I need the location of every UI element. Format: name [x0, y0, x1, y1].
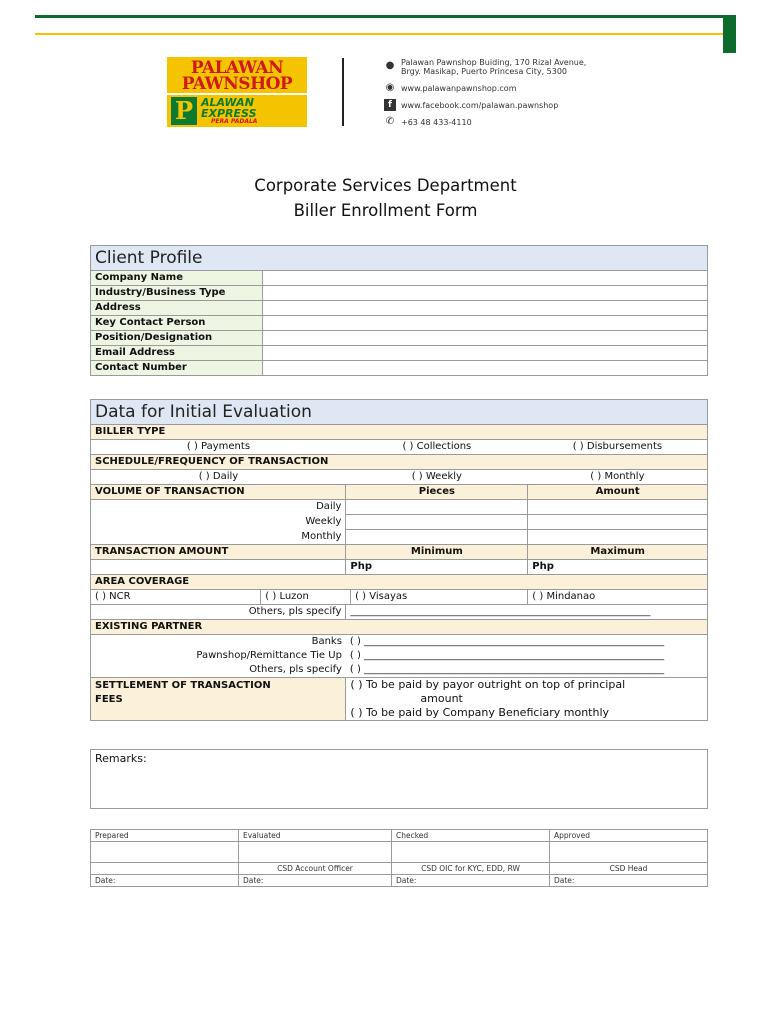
evaluated-signature[interactable] [239, 842, 392, 863]
partner-label: Banks [91, 635, 346, 650]
signoff-header: Prepared [91, 830, 239, 842]
evaluated-date-field[interactable]: Date: [239, 875, 392, 887]
checked-date-field[interactable]: Date: [392, 875, 550, 887]
field-label: Contact Number [91, 361, 263, 376]
signoff-header: Approved [550, 830, 708, 842]
settlement-payor-option[interactable]: ( ) To be paid by payor outright on top of principal [346, 678, 708, 693]
checked-signature[interactable] [392, 842, 550, 863]
settlement-label-line2: FEES [95, 694, 123, 705]
client-profile-heading: Client Profile [91, 246, 708, 271]
email-field[interactable] [263, 346, 708, 361]
weekly-amount-field[interactable] [528, 515, 708, 530]
pawnshop-logo [167, 57, 307, 93]
signoff-role: CSD Account Officer [239, 863, 392, 875]
field-label: Company Name [91, 271, 263, 286]
existing-partner-label: EXISTING PARTNER [91, 620, 708, 635]
area-luzon-option[interactable]: ( ) Luzon [261, 590, 351, 605]
signoff-role [91, 863, 239, 875]
area-visayas-option[interactable]: ( ) Visayas [351, 590, 528, 605]
biller-type-label: BILLER TYPE [91, 425, 708, 440]
field-label: Industry/Business Type [91, 286, 263, 301]
transaction-amount-label: TRANSACTION AMOUNT [91, 545, 346, 560]
approved-date-field[interactable]: Date: [550, 875, 708, 887]
express-logo [167, 95, 307, 127]
partner-label: Others, pls specify [91, 663, 346, 678]
monthly-amount-field[interactable] [528, 530, 708, 545]
header-band-inner [35, 15, 723, 33]
facebook-text: www.facebook.com/palawan.pawnshop [401, 101, 559, 110]
express-line2: EXPRESS [201, 107, 257, 120]
phone-text: +63 48 433-4110 [401, 118, 472, 127]
logo-line2: PAWNSHOP [181, 74, 293, 94]
form-title: Biller Enrollment Form [293, 201, 478, 220]
volume-row-label: Monthly [91, 530, 346, 545]
maximum-amount-field[interactable]: Php [528, 560, 708, 575]
palawan-logo [167, 57, 307, 127]
remarks-table [90, 749, 708, 809]
minimum-header: Minimum [346, 545, 528, 560]
volume-pieces-header: Pieces [346, 485, 528, 500]
field-label: Email Address [91, 346, 263, 361]
area-others-field[interactable]: ____________________________________________________________ [346, 605, 708, 620]
area-others-label: Others, pls specify [91, 605, 346, 620]
field-label: Key Contact Person [91, 316, 263, 331]
signoff-table [90, 829, 708, 887]
partner-banks-field[interactable]: ( ) ____________________________________________________________ [346, 635, 708, 650]
logo-line1: PALAWAN [190, 58, 284, 78]
maximum-header: Maximum [528, 545, 708, 560]
volume-row-label: Weekly [91, 515, 346, 530]
field-label: Position/Designation [91, 331, 263, 346]
company-name-field[interactable] [263, 271, 708, 286]
amount-spacer [91, 560, 346, 575]
volume-label: VOLUME OF TRANSACTION [91, 485, 346, 500]
approved-signature[interactable] [550, 842, 708, 863]
header-divider [342, 58, 344, 126]
settlement-payor-option-cont: amount [346, 692, 708, 706]
biller-payments-option[interactable]: ( ) Payments [91, 440, 346, 455]
department-title: Corporate Services Department [254, 176, 517, 195]
key-contact-field[interactable] [263, 316, 708, 331]
contact-number-field[interactable] [263, 361, 708, 376]
phone-icon: ✆ [385, 116, 395, 127]
minimum-amount-field[interactable]: Php [346, 560, 528, 575]
header-accent-line [35, 33, 723, 35]
prepared-signature[interactable] [91, 842, 239, 863]
volume-amount-header: Amount [528, 485, 708, 500]
express-line1: ALAWAN [201, 96, 254, 109]
schedule-weekly-option[interactable]: ( ) Weekly [346, 470, 528, 485]
daily-amount-field[interactable] [528, 500, 708, 515]
schedule-monthly-option[interactable]: ( ) Monthly [528, 470, 708, 485]
map-pin-icon: ● [385, 60, 395, 71]
monthly-pieces-field[interactable] [346, 530, 528, 545]
client-profile-table [90, 245, 708, 376]
facebook-icon: f [384, 99, 396, 111]
form-page [35, 15, 736, 1010]
remarks-field[interactable] [91, 750, 708, 809]
volume-row-label: Daily [91, 500, 346, 515]
address-field[interactable] [263, 301, 708, 316]
biller-collections-option[interactable]: ( ) Collections [346, 440, 528, 455]
settlement-beneficiary-option[interactable]: ( ) To be paid by Company Beneficiary monthly [346, 706, 708, 721]
evaluation-table [90, 399, 708, 721]
partner-others-field[interactable]: ( ) ____________________________________________________________ [346, 663, 708, 678]
settlement-label [91, 678, 346, 721]
signoff-role: CSD OIC for KYC, EDD, RW [392, 863, 550, 875]
weekly-pieces-field[interactable] [346, 515, 528, 530]
express-tagline: PERA PADALA [211, 118, 258, 125]
area-ncr-option[interactable]: ( ) NCR [91, 590, 261, 605]
express-p-mark: P [171, 97, 197, 125]
schedule-daily-option[interactable]: ( ) Daily [91, 470, 346, 485]
signoff-header: Evaluated [239, 830, 392, 842]
schedule-label: SCHEDULE/FREQUENCY OF TRANSACTION [91, 455, 708, 470]
area-mindanao-option[interactable]: ( ) Mindanao [528, 590, 708, 605]
header-band-tab [723, 15, 736, 53]
website-text: www.palawanpawnshop.com [401, 84, 517, 93]
industry-field[interactable] [263, 286, 708, 301]
daily-pieces-field[interactable] [346, 500, 528, 515]
settlement-label-line1: SETTLEMENT OF TRANSACTION [95, 680, 271, 691]
position-field[interactable] [263, 331, 708, 346]
address-line1: Palawan Pawnshop Buiding, 170 Rizal Avenue, [401, 58, 587, 67]
partner-label: Pawnshop/Remittance Tie Up [91, 649, 346, 663]
field-label: Address [91, 301, 263, 316]
prepared-date-field[interactable]: Date: [91, 875, 239, 887]
signoff-header: Checked [392, 830, 550, 842]
area-coverage-label: AREA COVERAGE [91, 575, 708, 590]
partner-tieup-field[interactable]: ( ) ____________________________________________________________ [346, 649, 708, 663]
address-line2: Brgy. Masikap, Puerto Princesa City, 5300 [401, 67, 568, 76]
globe-icon: ◉ [385, 82, 395, 93]
evaluation-heading: Data for Initial Evaluation [91, 400, 708, 425]
remarks-label: Remarks: [95, 752, 147, 765]
biller-disbursements-option[interactable]: ( ) Disbursements [528, 440, 708, 455]
signoff-role: CSD Head [550, 863, 708, 875]
